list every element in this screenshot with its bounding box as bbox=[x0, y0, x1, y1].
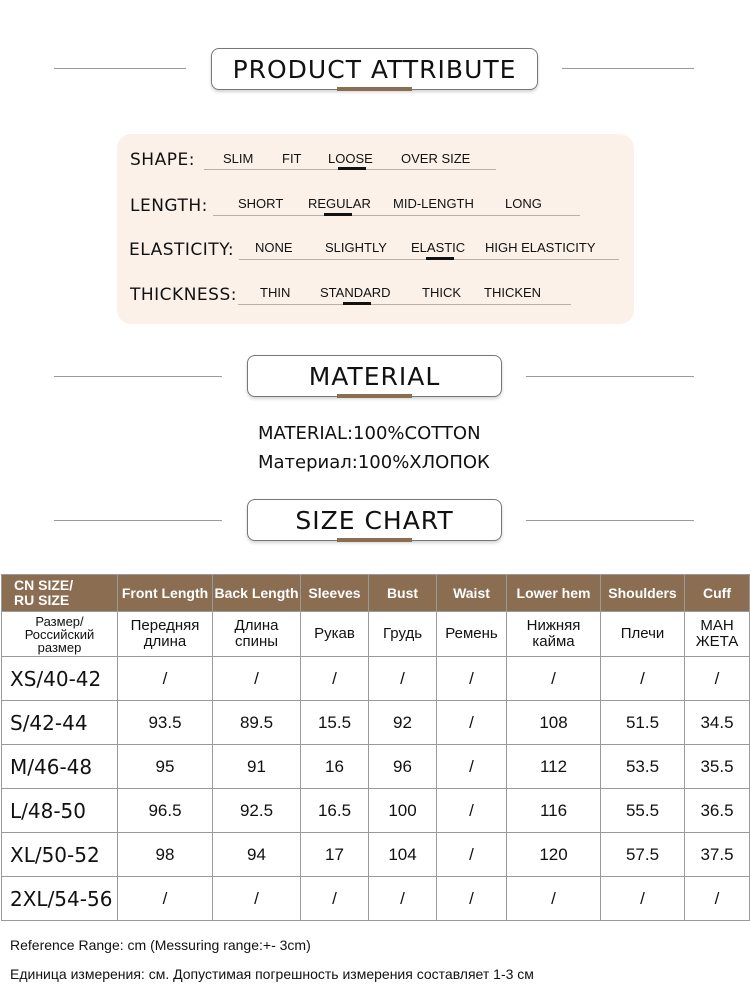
size-label-cell: 2XL/54-56 bbox=[2, 877, 118, 921]
measurement-cell: 57.5 bbox=[601, 833, 685, 877]
measurement-cell: 17 bbox=[301, 833, 369, 877]
measurement-cell: 100 bbox=[369, 789, 437, 833]
cell-line: Рукав bbox=[314, 625, 355, 642]
measurement-cell: 37.5 bbox=[685, 833, 750, 877]
attr-underline bbox=[213, 215, 580, 216]
measurement-cell: / bbox=[369, 657, 437, 701]
header-back-length: Back Length bbox=[213, 575, 301, 612]
size-label-cell: XL/50-52 bbox=[2, 833, 118, 877]
measurement-cell: 112 bbox=[507, 745, 601, 789]
measurement-cell: 92.5 bbox=[213, 789, 301, 833]
attr-option: SLIM bbox=[223, 151, 254, 166]
measurement-cell: / bbox=[437, 833, 507, 877]
measurement-cell: / bbox=[601, 657, 685, 701]
attr-option: NONE bbox=[255, 240, 293, 255]
header-sleeves: Sleeves bbox=[301, 575, 369, 612]
attr-option: SHORT bbox=[238, 196, 284, 211]
attr-option-selected: ELASTIC bbox=[411, 240, 466, 255]
attr-option-selected: LOOSE bbox=[328, 151, 373, 166]
size-chart-table bbox=[1, 574, 750, 921]
divider-left bbox=[54, 376, 222, 377]
size-label-cell: M/46-48 bbox=[2, 745, 118, 789]
cell-line: длина bbox=[143, 633, 187, 650]
cell-line: Передняя bbox=[130, 617, 200, 634]
ru-header-cell bbox=[685, 612, 750, 657]
russian-header-row bbox=[2, 612, 750, 657]
header-waist: Waist bbox=[437, 575, 507, 612]
measurement-cell: 16 bbox=[301, 745, 369, 789]
table-row bbox=[2, 789, 750, 833]
measurement-cell: 16.5 bbox=[301, 789, 369, 833]
cell-line: Ремень bbox=[445, 625, 498, 642]
attr-option: THICK bbox=[422, 285, 461, 300]
header-front-length: Front Length bbox=[118, 575, 213, 612]
measurement-cell: / bbox=[685, 657, 750, 701]
table-row bbox=[2, 833, 750, 877]
attr-label-length: LENGTH: bbox=[130, 196, 208, 216]
measurement-cell: / bbox=[507, 877, 601, 921]
attr-option: THIN bbox=[260, 285, 291, 300]
measurement-cell: / bbox=[507, 657, 601, 701]
cell-line: спины bbox=[234, 633, 279, 650]
measurement-cell: / bbox=[213, 877, 301, 921]
size-label-cell: XS/40-42 bbox=[2, 657, 118, 701]
measurement-cell: 116 bbox=[507, 789, 601, 833]
divider-left bbox=[54, 68, 186, 69]
table-row bbox=[2, 745, 750, 789]
table-row bbox=[2, 657, 750, 701]
ru-header-cell bbox=[601, 612, 685, 657]
attr-option-selected: REGULAR bbox=[308, 196, 371, 211]
measurement-cell: / bbox=[301, 877, 369, 921]
measurement-cell: 98 bbox=[118, 833, 213, 877]
measurement-cell: / bbox=[301, 657, 369, 701]
measurement-cell: 15.5 bbox=[301, 701, 369, 745]
measurement-cell: 120 bbox=[507, 833, 601, 877]
cell-line: Размер/ bbox=[35, 613, 84, 629]
attr-option: FIT bbox=[282, 151, 302, 166]
ru-header-cell bbox=[213, 612, 301, 657]
divider-right bbox=[562, 68, 694, 69]
header-cn-size-line2: RU SIZE bbox=[14, 592, 70, 608]
cell-line: размер bbox=[37, 639, 82, 655]
measurement-cell: / bbox=[437, 657, 507, 701]
reference-range-russian: Единица измерения: см. Допустимая погрешность измерения составляет 1-3 см bbox=[10, 966, 534, 982]
measurement-cell: / bbox=[437, 877, 507, 921]
header-bust: Bust bbox=[369, 575, 437, 612]
attr-option: MID-LENGTH bbox=[393, 196, 474, 211]
attr-label-shape: SHAPE: bbox=[130, 150, 195, 170]
table-row bbox=[2, 701, 750, 745]
header-lower-hem: Lower hem bbox=[507, 575, 601, 612]
attr-underline bbox=[238, 304, 571, 305]
material-english: MATERIAL:100%COTTON bbox=[258, 423, 481, 444]
heading-accent-bar bbox=[337, 394, 412, 398]
selected-marker bbox=[426, 257, 454, 260]
measurement-cell: 55.5 bbox=[601, 789, 685, 833]
measurement-cell: / bbox=[601, 877, 685, 921]
measurement-cell: 96.5 bbox=[118, 789, 213, 833]
measurement-cell: 91 bbox=[213, 745, 301, 789]
cell-line: МАН bbox=[700, 617, 734, 634]
selected-marker bbox=[343, 302, 371, 305]
ru-header-cell bbox=[437, 612, 507, 657]
measurement-cell: 35.5 bbox=[685, 745, 750, 789]
measurement-cell: / bbox=[369, 877, 437, 921]
material-heading: MATERIAL bbox=[247, 355, 502, 397]
attr-label-elasticity: ELASTICITY: bbox=[129, 240, 235, 260]
size-chart-heading: SIZE CHART bbox=[247, 499, 502, 541]
selected-marker bbox=[324, 213, 352, 216]
table-row bbox=[2, 877, 750, 921]
heading-accent-bar bbox=[337, 538, 412, 542]
cell-line: Нижняя bbox=[526, 617, 581, 634]
ru-header-cell bbox=[2, 612, 118, 657]
measurement-cell: / bbox=[118, 877, 213, 921]
measurement-cell: 96 bbox=[369, 745, 437, 789]
measurement-cell: / bbox=[437, 789, 507, 833]
selected-marker bbox=[338, 167, 366, 170]
measurement-cell: 51.5 bbox=[601, 701, 685, 745]
cell-line: Плечи bbox=[620, 625, 665, 642]
attr-option: THICKEN bbox=[484, 285, 542, 300]
attr-option: OVER SIZE bbox=[401, 151, 471, 166]
product-attribute-heading: PRODUCT ATTRIBUTE bbox=[211, 48, 538, 90]
cell-line: Длина bbox=[234, 617, 279, 634]
measurement-cell: / bbox=[118, 657, 213, 701]
attr-option-selected: STANDARD bbox=[320, 285, 391, 300]
header-cn-size-line1: CN SIZE/ bbox=[14, 577, 74, 593]
measurement-cell: / bbox=[213, 657, 301, 701]
cell-line: кайма bbox=[532, 633, 575, 650]
divider-left bbox=[54, 520, 222, 521]
header-cuff: Cuff bbox=[685, 575, 750, 612]
ru-header-cell bbox=[507, 612, 601, 657]
ru-header-cell bbox=[369, 612, 437, 657]
reference-range-english: Reference Range: cm (Messuring range:+- 3cm) bbox=[10, 937, 311, 953]
attr-option: LONG bbox=[505, 196, 542, 211]
measurement-cell: 92 bbox=[369, 701, 437, 745]
measurement-cell: 36.5 bbox=[685, 789, 750, 833]
measurement-cell: / bbox=[685, 877, 750, 921]
ru-header-cell bbox=[118, 612, 213, 657]
attr-label-thickness: THICKNESS: bbox=[130, 285, 237, 305]
measurement-cell: 53.5 bbox=[601, 745, 685, 789]
attr-option: SLIGHTLY bbox=[325, 240, 387, 255]
cell-line: Грудь bbox=[382, 625, 423, 642]
material-russian: Материал:100%ХЛОПОК bbox=[258, 452, 490, 473]
table-header-row bbox=[2, 575, 750, 612]
size-label-cell: L/48-50 bbox=[2, 789, 118, 833]
header-cn-size bbox=[2, 575, 118, 612]
measurement-cell: 108 bbox=[507, 701, 601, 745]
measurement-cell: / bbox=[437, 701, 507, 745]
measurement-cell: / bbox=[437, 745, 507, 789]
measurement-cell: 94 bbox=[213, 833, 301, 877]
attr-option: HIGH ELASTICITY bbox=[485, 240, 596, 255]
measurement-cell: 104 bbox=[369, 833, 437, 877]
ru-header-cell bbox=[301, 612, 369, 657]
header-shoulders: Shoulders bbox=[601, 575, 685, 612]
measurement-cell: 95 bbox=[118, 745, 213, 789]
cell-line: ЖЕТА bbox=[695, 633, 739, 650]
heading-accent-bar bbox=[337, 87, 412, 91]
cell-line: Российский bbox=[24, 626, 95, 642]
measurement-cell: 93.5 bbox=[118, 701, 213, 745]
divider-right bbox=[526, 520, 694, 521]
divider-right bbox=[526, 376, 694, 377]
size-label-cell: S/42-44 bbox=[2, 701, 118, 745]
attribute-panel bbox=[117, 134, 634, 324]
measurement-cell: 89.5 bbox=[213, 701, 301, 745]
measurement-cell: 34.5 bbox=[685, 701, 750, 745]
